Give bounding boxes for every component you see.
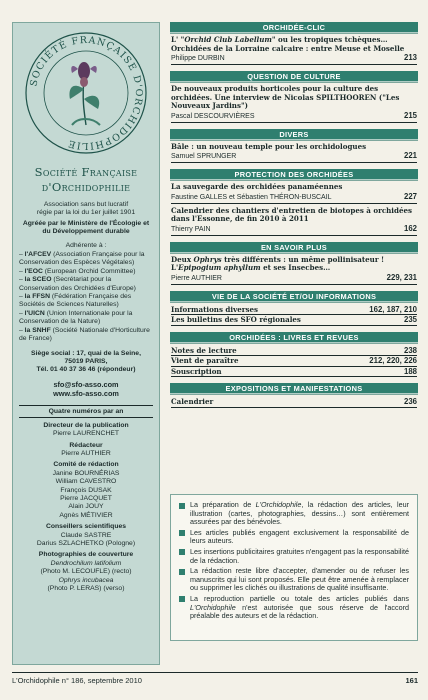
credit-role: Photographies de couverture bbox=[38, 551, 134, 559]
square-bullet-icon bbox=[179, 569, 185, 575]
issue-info: L'Orchidophile n° 186, septembre 2010 bbox=[12, 676, 142, 685]
toc-row[interactable] bbox=[171, 346, 417, 357]
credit-role: Directeur de la publication bbox=[43, 421, 129, 429]
toc-row[interactable] bbox=[171, 356, 417, 367]
assoc-line1: Association sans but lucratif bbox=[43, 201, 129, 208]
page-number: 213 bbox=[403, 53, 417, 62]
credit-name: François DUSAK bbox=[60, 486, 112, 494]
article-title: La sauvegarde des orchidées panaméennes bbox=[171, 182, 343, 191]
credit-name: Alain JOUY bbox=[68, 503, 104, 511]
toc-entry[interactable] bbox=[170, 36, 418, 65]
head-office-address bbox=[19, 350, 153, 375]
section-heading: QUESTION DE CULTURE bbox=[170, 71, 418, 82]
address-line1: Siège social : 17, quai de la Seine, bbox=[31, 349, 141, 357]
membership-item: – l'AFCEV (Association Française pour la Conservation des Espèces Végétales) bbox=[19, 251, 145, 267]
author-name: Pascal DESCOURVIÈRES bbox=[171, 112, 255, 120]
credit-role: Comité de rédaction bbox=[53, 461, 119, 469]
website-link[interactable]: www.sfo-asso.com bbox=[53, 388, 119, 398]
cover-photo-credit: (Photo P. LERAS) (verso) bbox=[47, 585, 125, 593]
association-status bbox=[19, 201, 153, 218]
page-number: 236 bbox=[403, 397, 417, 406]
notice-item: La reproduction partielle ou totale des articles publiés dans L'Orchidophile n'est autorisée que sous réserve de l'accord préalable des auteurs et de la rédaction. bbox=[179, 595, 409, 621]
page-number: 188 bbox=[403, 366, 417, 376]
agree-line1: Agréée par le Ministère de l'Écologie et bbox=[22, 219, 150, 227]
section-question-de-culture bbox=[170, 71, 418, 123]
section-heading: EXPOSITIONS ET MANIFESTATIONS bbox=[170, 383, 418, 394]
membership-item: – l'EOC (European Orchid Committee) bbox=[19, 267, 136, 275]
toc-entry[interactable] bbox=[170, 256, 418, 285]
square-bullet-icon bbox=[179, 530, 185, 536]
page-number: 221 bbox=[403, 151, 417, 160]
cover-photo-species: Dendrochilum latifolium bbox=[50, 559, 122, 567]
page-number: 229, 231 bbox=[386, 272, 417, 282]
toc-row[interactable] bbox=[171, 397, 417, 408]
section-orchidee-clic bbox=[170, 22, 418, 65]
cover-photo-species: Ophrys incubacea bbox=[58, 576, 114, 584]
phone-line: Tél. 01 40 37 36 46 (répondeur) bbox=[36, 366, 136, 374]
table-of-contents bbox=[170, 22, 418, 414]
page-number: 162 bbox=[403, 223, 417, 233]
author-name: Faustine GALLES et Sébastien THÉRON-BUSCAIL bbox=[171, 193, 332, 201]
section-divers bbox=[170, 129, 418, 164]
credit-name: Janine BOURNÉRIAS bbox=[52, 469, 120, 477]
article-title: L'Epipogium aphyllum et ses Insecbes… bbox=[171, 263, 331, 272]
article-title: Deux Ophrys très différents : un même pollinisateur ! bbox=[171, 254, 385, 264]
membership-item: – la SNHF (Société Nationale d'Horticulture de France) bbox=[19, 326, 150, 343]
credit-name: Darius SZLACHETKO (Pologne) bbox=[36, 540, 136, 547]
section-heading: VIE DE LA SOCIÉTÉ ET/OU INFORMATIONS bbox=[170, 291, 418, 302]
membership-item: – la SCEO (Secrétariat pour la Conservation des Orchidées d'Europe) bbox=[19, 276, 136, 292]
toc-row[interactable] bbox=[171, 305, 417, 316]
page-footer bbox=[12, 672, 418, 685]
toc-entry[interactable] bbox=[170, 207, 418, 236]
toc-entry[interactable] bbox=[170, 143, 418, 164]
page-number: 227 bbox=[403, 191, 417, 201]
article-title: De nouveaux produits horticoles pour la culture des orchidées. Une interview de Nicolas SPILTHOOREN ("Les Nouveaux Jardins") bbox=[171, 84, 400, 110]
credit-name: William CAVESTRO bbox=[55, 478, 117, 486]
article-title: Calendrier des chantiers d'entretien de biotopes à orchidées dans l'Essonne, de fin 2010 à 2011 bbox=[171, 205, 412, 223]
author-name: Philippe DURBIN bbox=[171, 55, 225, 62]
row-label: Souscription bbox=[171, 366, 222, 376]
row-label: Les bulletins des SFO régionales bbox=[171, 315, 301, 324]
toc-entry[interactable] bbox=[170, 183, 418, 204]
credit-name: Agnès MÉTIVIER bbox=[59, 511, 113, 519]
notice-item: Les insertions publicitaires gratuites n'engagent pas la responsabilité de la rédaction. bbox=[179, 548, 409, 565]
author-name: Thierry PAIN bbox=[171, 225, 211, 233]
square-bullet-icon bbox=[179, 549, 185, 555]
page-number: 235 bbox=[403, 315, 417, 324]
section-protection bbox=[170, 169, 418, 236]
society-name bbox=[19, 165, 153, 195]
row-label: Informations diverses bbox=[171, 304, 258, 314]
cover-photo-credit: (Photo M. LECOUFLE) (recto) bbox=[40, 568, 132, 576]
agree-line2: du Développement durable bbox=[42, 228, 130, 236]
ministry-approval bbox=[19, 220, 153, 237]
toc-entry-list bbox=[170, 346, 418, 378]
society-name-line1: Société Française bbox=[34, 165, 138, 179]
credit-role: Rédacteur bbox=[69, 441, 103, 449]
byline bbox=[171, 224, 417, 236]
square-bullet-icon bbox=[179, 503, 185, 509]
author-name: Pierre AUTHIER bbox=[171, 274, 222, 282]
row-label: Vient de paraître bbox=[171, 356, 239, 365]
society-logo bbox=[22, 29, 150, 157]
credit-name: Pierre AUTHIER bbox=[61, 449, 111, 457]
membership-item: – la FFSN (Fédération Française des Sociétés de Sciences Naturelles) bbox=[19, 293, 132, 309]
square-bullet-icon bbox=[179, 596, 185, 602]
byline bbox=[171, 273, 417, 285]
toc-row[interactable] bbox=[171, 367, 417, 378]
toc-entry-list bbox=[170, 397, 418, 408]
section-heading: ORCHIDÉES : LIVRES ET REVUES bbox=[170, 332, 418, 343]
memberships-list bbox=[19, 251, 153, 343]
row-label: Notes de lecture bbox=[171, 345, 237, 355]
author-name: Samuel SPRUNGER bbox=[171, 153, 237, 160]
page-number: 215 bbox=[403, 110, 417, 120]
page-number: 238 bbox=[403, 345, 417, 355]
section-heading: DIVERS bbox=[170, 129, 418, 140]
contact-links bbox=[19, 380, 153, 398]
notice-item: La préparation de L'Orchidophile, la rédaction des articles, leur illustration (cartes, photographies, dessins…) sont entièrement assurées par des bénévoles. bbox=[179, 501, 409, 527]
section-en-savoir-plus bbox=[170, 242, 418, 285]
page-number: 212, 220, 226 bbox=[369, 356, 417, 365]
toc-entry[interactable] bbox=[170, 85, 418, 123]
folio: 161 bbox=[405, 676, 418, 685]
section-livres-revues bbox=[170, 332, 418, 378]
toc-entry-list bbox=[170, 305, 418, 326]
section-vie-societe bbox=[170, 291, 418, 326]
svg-text:SOCIÉTÉ FRANÇAISE D'ORCHIDOPHI: SOCIÉTÉ FRANÇAISE D'ORCHIDOPHILIE bbox=[28, 34, 145, 152]
editorial-notice-box bbox=[170, 494, 418, 641]
section-heading: ORCHIDÉE-CLIC bbox=[170, 22, 418, 33]
section-expositions bbox=[170, 383, 418, 408]
credit-name: Claude SASTRE bbox=[60, 531, 112, 539]
masthead-sidebar bbox=[12, 22, 160, 665]
memberships-title: Adhérente à : bbox=[65, 241, 107, 249]
notice-item: La rédaction reste libre d'accepter, d'amender ou de refuser les manuscrits qui lui sont proposés. Elle peut être amenée à remplacer ou supprimer les clichés ou illustrations de qualité insuffisante. bbox=[179, 567, 409, 593]
section-heading: PROTECTION DES ORCHIDÉES bbox=[170, 169, 418, 180]
credit-role: Conseillers scientifiques bbox=[45, 523, 127, 531]
byline bbox=[171, 192, 417, 204]
issues-per-year: Quatre numéros par an bbox=[19, 405, 153, 418]
assoc-line2: régie par la loi du 1er juillet 1901 bbox=[36, 209, 136, 217]
section-heading: EN SAVOIR PLUS bbox=[170, 242, 418, 253]
article-title: Orchidées de la Lorraine calcaire : entre Meuse et Moselle bbox=[171, 43, 405, 53]
byline bbox=[171, 53, 417, 65]
society-name-line2: d'Orchidophilie bbox=[41, 180, 131, 194]
article-title: L' "Orchid Club Labellum" ou les tropiques tchèques… bbox=[171, 35, 388, 44]
byline bbox=[171, 151, 417, 163]
credit-name: Pierre LAURENCHET bbox=[52, 430, 120, 438]
row-label: Calendrier bbox=[171, 397, 214, 406]
page-number: 162, 187, 210 bbox=[369, 304, 417, 314]
email-link[interactable]: sfo@sfo-asso.com bbox=[53, 379, 119, 389]
article-title: Bâle : un nouveau temple pour les orchidologues bbox=[171, 141, 367, 151]
byline bbox=[171, 111, 417, 123]
address-line2: 75019 PARIS, bbox=[64, 357, 108, 365]
notice-item: Les articles publiés engagent exclusivement la responsabilité de leurs auteurs. bbox=[179, 529, 409, 546]
credit-name: Pierre JACQUET bbox=[60, 494, 112, 502]
membership-item: – l'UICN (Union Internationale pour la Conservation de la Nature) bbox=[19, 309, 133, 326]
editorial-credits bbox=[19, 422, 153, 594]
toc-row[interactable] bbox=[171, 315, 417, 326]
